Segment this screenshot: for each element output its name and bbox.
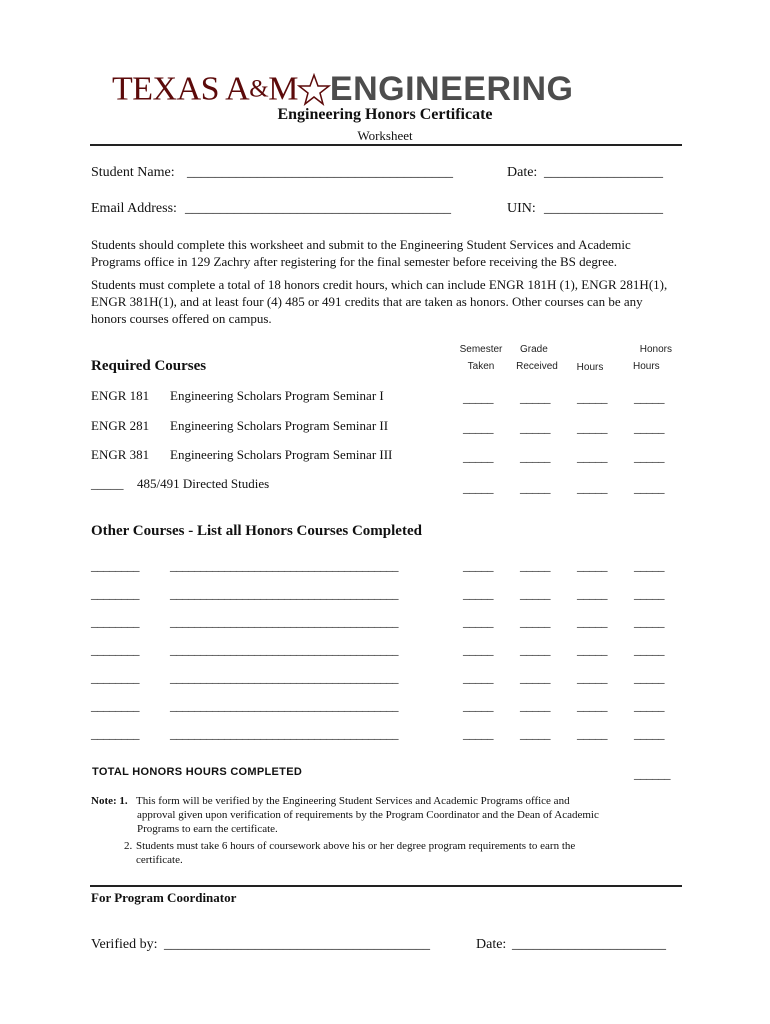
- course-code-blank[interactable]: ________: [91, 670, 139, 685]
- table-row: [0, 586, 770, 606]
- semester-taken-blank[interactable]: _____: [463, 670, 493, 685]
- col-header-line1: Grade: [520, 344, 548, 355]
- uin-field[interactable]: _________________: [544, 201, 663, 216]
- course-code: ENGR 181: [91, 388, 150, 403]
- hours-blank[interactable]: _____: [577, 698, 607, 713]
- table-row: [0, 418, 770, 438]
- honors-hours-blank[interactable]: _____: [634, 614, 664, 629]
- course-code-blank[interactable]: ________: [91, 726, 139, 741]
- note-1-line3: Programs to earn the certificate.: [137, 823, 278, 835]
- course-name-blank[interactable]: ______________________________________: [170, 670, 398, 685]
- logo-m-text: M: [268, 70, 298, 108]
- semester-taken-blank[interactable]: _____: [463, 726, 493, 741]
- course-name: Engineering Scholars Program Seminar II: [170, 418, 389, 433]
- col-header-line2: Hours: [633, 361, 660, 372]
- hours-blank[interactable]: _____: [577, 420, 607, 435]
- note-2-number: 2.: [124, 840, 133, 852]
- course-name-blank[interactable]: ______________________________________: [170, 726, 398, 741]
- other-courses-heading: Other Courses - List all Honors Courses Completed: [91, 523, 422, 539]
- honors-hours-blank[interactable]: _____: [634, 726, 664, 741]
- program-coordinator-heading: For Program Coordinator: [91, 890, 237, 905]
- course-name-blank[interactable]: ______________________________________: [170, 642, 398, 657]
- grade-received-blank[interactable]: _____: [520, 670, 550, 685]
- uin-label: UIN:: [507, 201, 536, 216]
- col-header-line2: Hours: [576, 362, 604, 373]
- hours-blank[interactable]: _____: [577, 670, 607, 685]
- logo-texas-text: TEXAS A: [112, 70, 250, 108]
- col-header-line1: [565, 344, 615, 356]
- course-name-blank[interactable]: ______________________________________: [170, 558, 398, 573]
- course-name-blank[interactable]: ______________________________________: [170, 614, 398, 629]
- col-header-line1: Semester: [459, 344, 503, 355]
- verified-by-label: Verified by:: [91, 937, 158, 952]
- course-name: Engineering Scholars Program Seminar III: [170, 447, 393, 462]
- course-name-blank[interactable]: ______________________________________: [170, 698, 398, 713]
- honors-hours-blank[interactable]: _____: [634, 670, 664, 685]
- logo-ampersand: &: [249, 75, 269, 103]
- grade-received-blank[interactable]: _____: [520, 586, 550, 601]
- note-1: [136, 794, 681, 836]
- note-2-line1: Students must take 6 hours of coursework above his or her degree program requirements to earn the: [136, 840, 576, 852]
- table-row: [0, 476, 770, 496]
- course-name-blank[interactable]: ______________________________________: [170, 586, 398, 601]
- table-row: [0, 558, 770, 578]
- note-1-line2: approval given upon verification of requirements by the Program Coordinator and the Dean of Academic: [137, 809, 599, 821]
- hours-blank[interactable]: _____: [577, 726, 607, 741]
- star-icon: [297, 73, 331, 107]
- table-row: [0, 642, 770, 662]
- grade-received-blank[interactable]: _____: [520, 726, 550, 741]
- col-header-line1: Honors: [639, 344, 672, 355]
- honors-hours-blank[interactable]: _____: [634, 558, 664, 573]
- bottom-divider: [90, 885, 682, 887]
- course-code: ENGR 381: [91, 447, 150, 462]
- total-honors-hours-blank[interactable]: ______: [634, 766, 670, 781]
- total-honors-hours-label: TOTAL HONORS HOURS COMPLETED: [92, 766, 303, 778]
- directed-studies-number-blank[interactable]: _____: [91, 476, 124, 491]
- semester-taken-blank[interactable]: _____: [463, 698, 493, 713]
- course-name: Engineering Scholars Program Seminar I: [170, 388, 384, 403]
- grade-received-blank[interactable]: _____: [520, 420, 550, 435]
- honors-hours-blank[interactable]: _____: [634, 449, 664, 464]
- course-code-blank[interactable]: ________: [91, 642, 139, 657]
- table-row: [0, 614, 770, 634]
- grade-received-blank[interactable]: _____: [520, 480, 550, 495]
- honors-hours-blank[interactable]: _____: [634, 480, 664, 495]
- course-name: 485/491 Directed Studies: [137, 476, 270, 491]
- student-name-field[interactable]: ______________________________________: [187, 165, 453, 180]
- student-name-label: Student Name:: [91, 165, 175, 180]
- col-hours-header: [565, 344, 615, 373]
- instructions-paragraph: Students should complete this worksheet and submit to the Engineering Student Services and Academic Programs office in 129 Zachry after registering for the final semester before receiving the BS degree.: [91, 237, 631, 269]
- coordinator-date-field[interactable]: ______________________: [512, 937, 666, 952]
- note-1-line1: This form will be verified by the Engineering Student Services and Academic Programs office and: [136, 795, 570, 807]
- grade-received-blank[interactable]: _____: [520, 558, 550, 573]
- semester-taken-blank[interactable]: _____: [463, 449, 493, 464]
- hours-blank[interactable]: _____: [577, 480, 607, 495]
- hours-blank[interactable]: _____: [577, 558, 607, 573]
- semester-taken-blank[interactable]: _____: [463, 586, 493, 601]
- grade-received-blank[interactable]: _____: [520, 614, 550, 629]
- table-row: [0, 388, 770, 408]
- honors-hours-blank[interactable]: _____: [634, 698, 664, 713]
- hours-blank[interactable]: _____: [577, 390, 607, 405]
- hours-blank[interactable]: _____: [577, 586, 607, 601]
- col-grade-received-header: [512, 344, 562, 372]
- required-courses-heading: Required Courses: [91, 358, 207, 374]
- course-code-blank[interactable]: ________: [91, 698, 139, 713]
- grade-received-blank[interactable]: _____: [520, 449, 550, 464]
- honors-hours-blank[interactable]: _____: [634, 642, 664, 657]
- verified-by-field[interactable]: ______________________________________: [164, 937, 430, 952]
- grade-received-blank[interactable]: _____: [520, 390, 550, 405]
- semester-taken-blank[interactable]: _____: [463, 480, 493, 495]
- semester-taken-blank[interactable]: _____: [463, 642, 493, 657]
- col-header-line2: Received: [516, 361, 558, 372]
- course-code-blank[interactable]: ________: [91, 614, 139, 629]
- page-title: Engineering Honors Certificate: [277, 106, 493, 123]
- course-code-blank[interactable]: ________: [91, 586, 139, 601]
- top-divider: [90, 144, 682, 146]
- note-1-number: 1.: [119, 795, 128, 807]
- date-field[interactable]: _________________: [544, 165, 663, 180]
- grade-received-blank[interactable]: _____: [520, 698, 550, 713]
- hours-blank[interactable]: _____: [577, 642, 607, 657]
- note-2: [136, 839, 681, 867]
- semester-taken-blank[interactable]: _____: [463, 614, 493, 629]
- date-label: Date:: [507, 165, 538, 180]
- coordinator-date-label: Date:: [476, 937, 507, 952]
- table-row: [0, 726, 770, 746]
- col-semester-taken-header: [456, 344, 506, 372]
- semester-taken-blank[interactable]: _____: [463, 420, 493, 435]
- email-field[interactable]: ______________________________________: [185, 201, 451, 216]
- requirements-paragraph: Students must complete a total of 18 honors credit hours, which can include ENGR 181H (1), ENGR 281H(1), ENGR 381H(1), and at least four (4) 485 or 491 credits that are taken as honors. Other courses can be any honors courses offered on campus.: [91, 277, 668, 326]
- hours-blank[interactable]: _____: [577, 614, 607, 629]
- notes-prefix: Note:: [91, 795, 117, 807]
- semester-taken-blank[interactable]: _____: [463, 558, 493, 573]
- notes-section: [91, 794, 128, 808]
- texas-am-engineering-logo: [112, 70, 573, 110]
- course-code: ENGR 281: [91, 418, 150, 433]
- honors-hours-blank[interactable]: _____: [634, 420, 664, 435]
- hours-blank[interactable]: _____: [577, 449, 607, 464]
- table-row: [0, 447, 770, 467]
- course-code-blank[interactable]: ________: [91, 558, 139, 573]
- table-row: [0, 698, 770, 718]
- honors-hours-blank[interactable]: _____: [634, 586, 664, 601]
- email-label: Email Address:: [91, 201, 177, 216]
- semester-taken-blank[interactable]: _____: [463, 390, 493, 405]
- col-header-line2: Taken: [467, 361, 495, 372]
- table-row: [0, 670, 770, 690]
- grade-received-blank[interactable]: _____: [520, 642, 550, 657]
- note-2-line2: certificate.: [136, 854, 183, 866]
- logo-engineering-text: ENGINEERING: [329, 70, 574, 108]
- page-subtitle: Worksheet: [357, 128, 413, 143]
- col-honors-hours-header: [624, 344, 674, 372]
- honors-hours-blank[interactable]: _____: [634, 390, 664, 405]
